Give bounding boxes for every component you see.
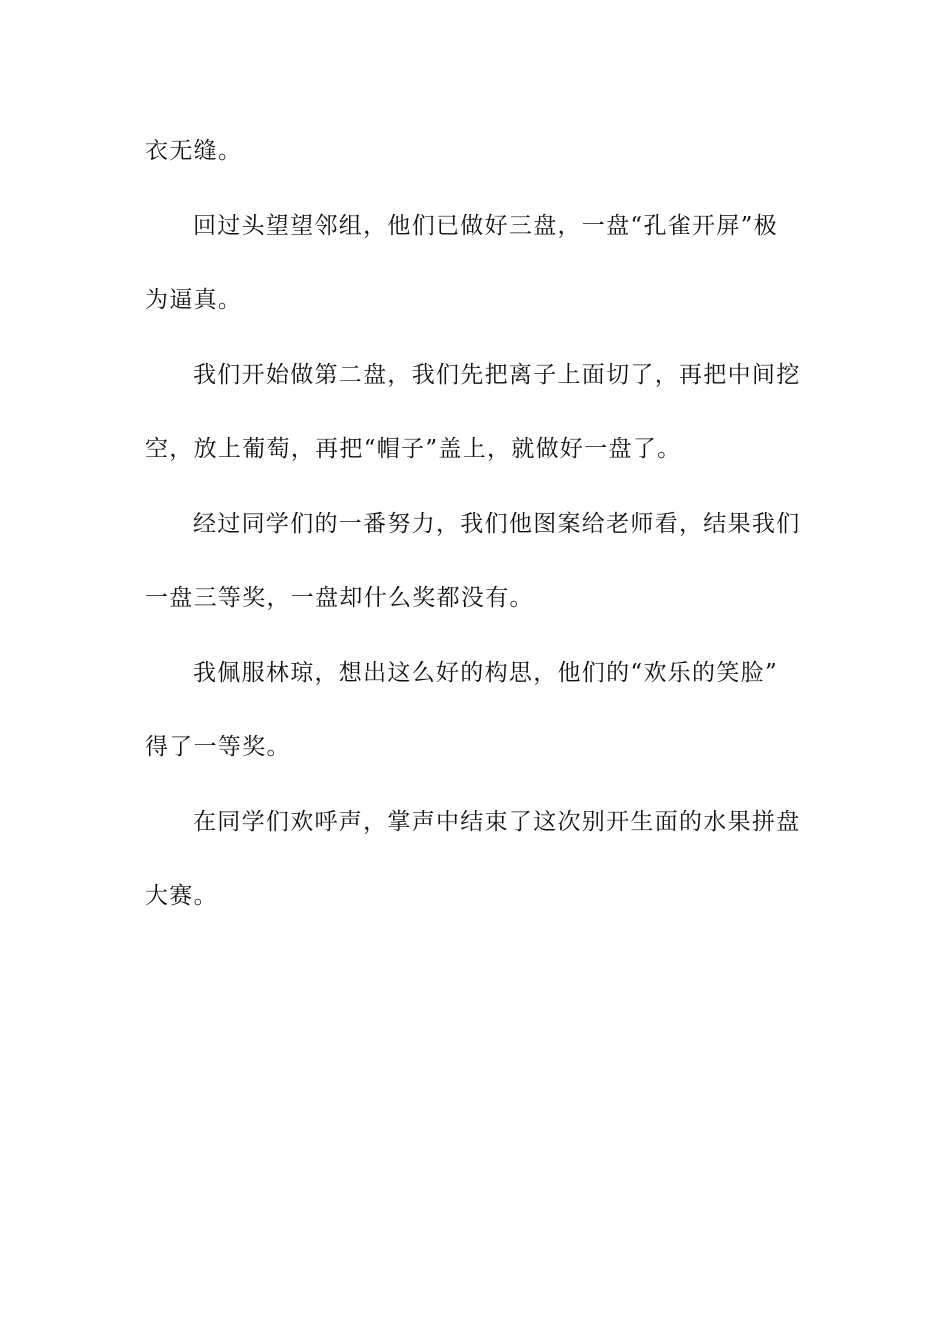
paragraph-line: 得了一等奖。 — [145, 734, 291, 760]
paragraph-line: 在同学们欢呼声，掌声中结束了这次别开生面的水果拼盘 — [193, 808, 801, 835]
paragraph-line: 我佩服林琼，想出这么好的构思，他们的“欢乐的笑脸” — [193, 659, 779, 686]
paragraph-line: 一盘三等奖，一盘却什么奖都没有。 — [145, 585, 534, 611]
paragraph-line: 为逼真。 — [145, 287, 243, 313]
paragraph-line: 我们开始做第二盘，我们先把离子上面切了，再把中间挖 — [193, 361, 801, 388]
body-text — [145, 124, 807, 944]
paragraph-line: 衣无缝。 — [145, 138, 243, 164]
paragraph-line: 空，放上葡萄，再把“帽子”盖上，就做好一盘了。 — [145, 436, 682, 462]
paragraph-line: 回过头望望邻组，他们已做好三盘，一盘“孔雀开屏”极 — [193, 212, 779, 239]
paragraph-line: 大赛。 — [145, 883, 218, 909]
paragraph-line: 经过同学们的一番努力，我们他图案给老师看，结果我们 — [193, 510, 801, 537]
